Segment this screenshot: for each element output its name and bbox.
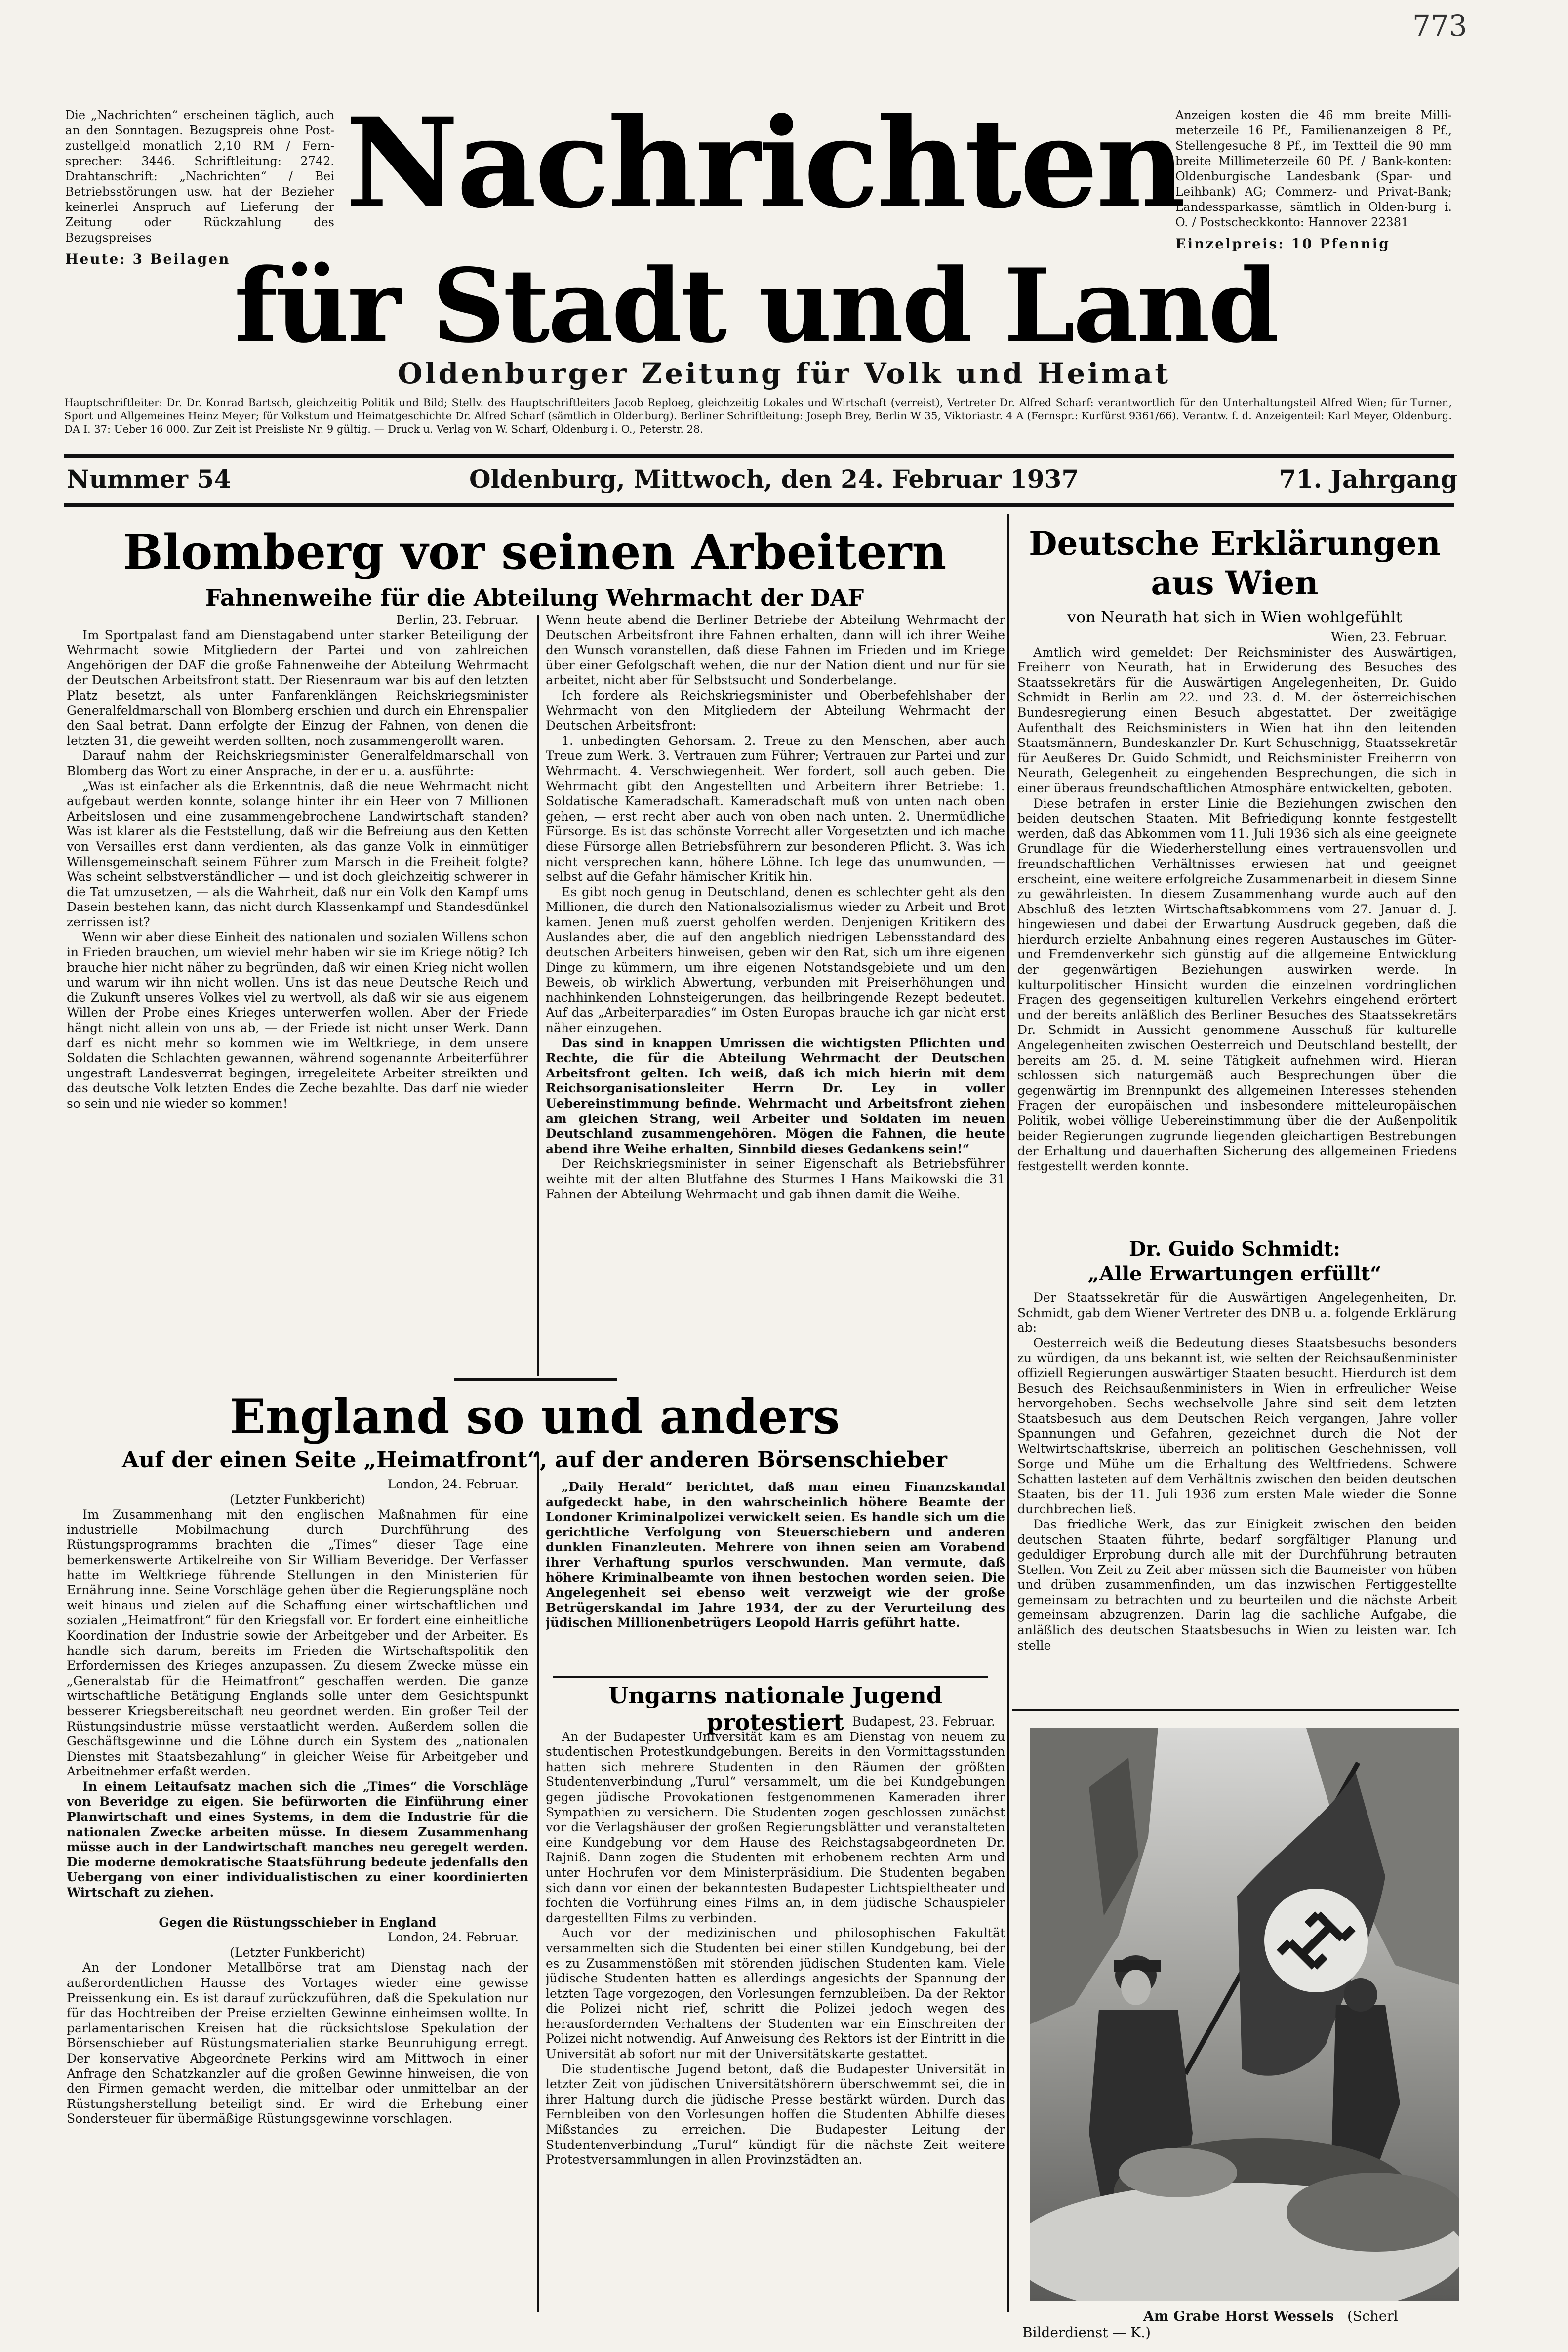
ungarn-para: An der Budapester Universität kam es am Dienstag von neuem zu studentischen Protestkundgebungen. Bereits in den Vormittagsstunden hatten sich mehrere Studenten in den Räumen der größten Studentenverbindung „Turul“ versammelt, um die bei Kundgebungen gegen jüdische Provokationen festgenommenen Kameraden ihrer Sympathien zu versichern. Die Studenten zogen geschlossen zunächst vor die Verlagshäuser der großen Regierungsblätter und veranstalteten eine Kundgebung vor dem Hause des Reichstagsabgeordneten Dr. Rajniß. Dann zogen die Studenten mit erhobenem rechten Arm und unter Hochrufen vor dem Ministerpräsidium. Die Studenten begaben sich dann vor einen der bekanntesten Budapester Lichtspieltheater und fochten die Vorführung eines Films an, in dem jüdische Schauspieler dargestellten Films zu verbinden. xyxy=(546,1729,1005,1925)
blomberg-col1-para: Wenn wir aber diese Einheit des nationalen und sozialen Willens schon in Frieden brauchen, um wieviel mehr haben wir sie im Kriege nötig? Ich brauche hier nicht näher zu begründen, daß wir einen Krieg nicht wollen und warum wir ihn nicht wollen. Uns ist das neue Deutsche Reich und die Zukunft unseres Volkes viel zu wertvoll, als daß wir sie aus eigenem Willen der Probe eines Krieges unterwerfen wollen. Aber der Friede hängt nicht allein von uns ab, — der Friede ist nicht unser Werk. Dann darf es nicht mehr so kommen wie im Weltkriege, in dem unsere Soldaten die Schlachten gewannen, während sogenannte Arbeiterführer ungestraft Landesverrat begingen, irregeleitete Arbeiter streikten und das deutsche Volk letzten Endes die Zeche bezahlte. Das darf nie wieder so sein und nie wieder so kommen! xyxy=(67,930,528,1111)
blomberg-col2-para: Der Reichskriegsminister in seiner Eigenschaft als Betriebsführer weihte mit der alten Blutfahne des Sturmes I Hans Maikowski die 31 Fahnen der Abteilung Wehrmacht und gab ihnen damit die Weihe. xyxy=(546,1156,1005,1201)
photo-caption: Am Grabe Horst Wessels xyxy=(1143,2308,1334,2324)
issue-rule-bottom xyxy=(64,503,1454,507)
england-source: (Letzter Funkbericht) xyxy=(230,1492,365,1507)
advertising-info-box xyxy=(1175,108,1452,251)
photo-caption-row xyxy=(1022,2308,1467,2341)
headline-wien-line2: aus Wien xyxy=(1151,564,1319,602)
photo-image xyxy=(1030,1728,1459,2301)
blomberg-dateline: Berlin, 23. Februar. xyxy=(396,613,519,627)
ungarn-dateline: Budapest, 23. Februar. xyxy=(852,1714,995,1729)
headline-england: England so und anders xyxy=(229,1389,840,1444)
blomberg-col2-para: Es gibt noch genug in Deutschland, denen es schlechter geht als den Millionen, die durch den Nationalsozialismus wieder zu Arbeit und Brot kamen. Jenen muß zuerst geholfen werden. Denjenigen Kritikern des Auslandes aber, die auf den angeblich niedrigen Lebensstandard des deutschen Arbeiters hinweisen, geben wir den Rat, sich um ihre eigenen Dinge zu kümmern, um ihre eigenen Notstandsgebiete und um den Beweis, ob wirklich Abwertung, verbunden mit Preiserhöhungen und nachhinkenden Lohnsteigerungen, das heilbringende Rezept bedeutet. Auf das „Arbeiterparadies“ im Osten Europas brauche ich gar nicht erst näher einzugehen. xyxy=(546,884,1005,1035)
england-col1-para: Im Zusammenhang mit den englischen Maßnahmen für eine industrielle Mobilmachung durch Durchführung des Rüstungsprogramms brachten die „Times“ dieser Tage eine bemerkenswerte Artikelreihe von Sir William Beveridge. Der Verfasser hatte im Weltkriege führende Stellungen in den Ministerien für Ernährung inne. Seine Vorschläge gehen über die Regierungspläne noch weit hinaus und zielen auf die Schaffung einer wirtschaftlichen und sozialen „Heimatfront“ für den Kriegsfall vor. Er fordert eine einheitliche Koordination der Industrie sowie der Arbeitgeber und der Arbeiter. Es handle sich darum, bereits im Frieden die Wirtschaftspolitik den Erfordernissen des Krieges anzupassen. Zu diesem Zwecke müsse ein „Generalstab für die Heimatfront“ geschaffen werden. Die ganze wirtschaftliche Betätigung Englands solle unter dem Gesichtspunkt besserer Kriegsbereitschaft neu geordnet werden. Ein großer Teil der Rüstungsindustrie müsse verstaatlicht werden. Außerdem sollen die Geschäftsgewinne und die Löhne durch ein System des „nationalen Dienstes mit Staatsbezahlung“ in gleicher Weise für Arbeitgeber und Arbeitnehmer erfaßt werden. xyxy=(67,1507,528,1779)
subhead-blomberg: Fahnenweihe für die Abteilung Wehrmacht der DAF xyxy=(205,584,864,611)
england-column-2 xyxy=(546,1480,1005,1667)
column-rule-left xyxy=(537,615,539,1376)
schmidt-para: Oesterreich weiß die Bedeutung dieses Staatsbesuchs besonders zu würdigen, da uns bekannt ist, wie selten der Reichsaußenminister offiziell Regierungen auswärtiger Staaten besucht. Hierdurch ist dem Besuch des Reichsaußenministers in Wien in erfreulicher Weise hervorgehoben. Sechs wechselvolle Jahre sind seit dem letzten Staatsbesuch aus dem Deutschen Reich vergangen, Jahre voller Spannungen und Gefahren, gezeichnet durch die Not der Weltwirtschaftskrise, überreich an politischen Geschehnissen, voll Sorge und Mühe um die Erhaltung des Weltfriedens. Schwere Schatten lasteten auf dem Verhältnis zwischen den beiden deutschen Staaten, bis der 11. Juli 1936 zum ersten Male wieder die Sonne durchbrechen ließ. xyxy=(1017,1335,1457,1517)
wien-para: Diese betrafen in erster Linie die Beziehungen zwischen den beiden deutschen Staaten. Mit Befriedigung konnte festgestellt werden, daß das Abkommen vom 11. Juli 1936 sich als eine geeignete Grundlage für die Wiederherstellung eines vertrauensvollen und freundschaftlichen Verhältnisses erwiesen hat und geeignet erscheint, eine weitere erfolgreiche Zusammenarbeit in diesem Sinne zu gewährleisten. In diesem Zusammenhang wurde auch auf den Abschluß des letzten Wirtschaftsabkommens vom 27. Januar d. J. hingewiesen und dabei der Erwartung Ausdruck gegeben, daß die hierdurch erzielte Anbahnung eines regeren Austausches im Güter- und Fremdenverkehr sich günstig auf die allgemeine Entwicklung der gegenwärtigen Beziehungen auswirken werde. In kulturpolitischer Hinsicht wurden die einzelnen vordringlichen Fragen des gegenseitigen kulturellen Verkehrs eingehend erörtert und der bereits anläßlich des Berliner Besuches des Staatssekretärs Dr. Schmidt in Aussicht genommene Ausschuß für kulturelle Angelegenheiten zwischen Oesterreich und Deutschland bestellt, der bereits am 25. d. M. seine Tätigkeit aufnehmen wird. Hieran schlossen sich naturgemäß auch Besprechungen über die gegenwärtig im Brennpunkt des allgemeinen Interesses stehenden Fragen der europäischen und insbesondere mitteleuropäischen Politik, wobei völlige Uebereinstimmung über die der Außenpolitik beider Regierungen zugrunde liegenden gleichartigen Bestrebungen der Erhaltung und dauerhaften Sicherung des allgemeinen Friedens festgestellt werden konnte. xyxy=(1017,796,1457,1173)
ungarn-para: Auch vor der medizinischen und philosophischen Fakultät versammelten sich die Studenten bei einer stillen Kundgebung, bei der es zu Zusammenstößen mit störenden jüdischen Studenten kam. Viele jüdische Studenten hatten es allerdings angesichts der Spannung der letzten Tage vorgezogen, den Vorlesungen fernzubleiben. Da der Rektor die Polizei nicht rief, schritt die Polizei jedoch wegen des herausfordernden Verhaltens der Studenten war ein Einschreiten der Polizei nicht notwendig. Auf Anweisung des Rektors ist der Eintritt in die Universität ab sofort nur mit der Universitätskarte gestattet. xyxy=(546,1926,1005,2062)
blomberg-col2-para: 1. unbedingten Gehorsam. 2. Treue zu den Menschen, aber auch Treue zum Werk. 3. Vertrauen zum Führer; Vertrauen zur Partei und zur Wehrmacht. 4. Verschwiegenheit. Wer fordert, soll auch geben. Die Wehrmacht gibt den Angestellten und Arbeitern ihrer Betriebe: 1. Soldatische Kameradschaft. Kameradschaft muß von unten nach oben gehen, — erst recht aber auch von oben nach unten. 2. Unermüdliche Fürsorge. Es ist das schönste Vorrecht aller Vorgesetzten und ich mache diese Fürsorge allen Betriebsführern zur besonderen Pflicht. 3. Was ich nicht versprechen kann, höhere Löhne. Ich lege das unumwunden, — selbst auf die Gefahr hämischer Kritik hin. xyxy=(546,733,1005,884)
subhead-wien: von Neurath hat sich in Wien wohlgefühlt xyxy=(1067,608,1403,626)
column-rule-right xyxy=(1007,514,1009,2312)
england-subsection-source: (Letzter Funkbericht) xyxy=(230,1945,365,1960)
blomberg-col2-para: Das sind in knappen Umrissen die wichtigsten Pflichten und Rechte, die für die Abteilung Wehrmacht der Deutschen Arbeitsfront gelten. Ich weiß, daß ich mich hierin mit dem Reichsorganisationsleiter Herrn Dr. Ley in voller Uebereinstimmung befinde. Wehrmacht und Arbeitsfront ziehen am gleichen Strang, weil Arbeiter und Soldaten im neuen Deutschland zusammengehören. Mögen die Fahnen, die heute abend ihre Weihe erhalten, Sinnbild dieses Gedankens sein!“ xyxy=(546,1035,1005,1156)
england-dateline: London, 24. Februar. xyxy=(387,1477,519,1491)
blomberg-col1-para: Darauf nahm der Reichskriegsminister Generalfeldmarschall von Blomberg das Wort zu einer Ansprache, in der er u. a. ausführte: xyxy=(67,748,528,778)
subscription-info-text: Die „Nachrichten“ erscheinen täglich, auch an den Sonntagen. Bezugspreis ohne Post-zustellgeld monatlich 2,10 RM / Fern-sprecher: 3446. Schriftleitung: 2742. Drahtanschrift: „Nachrichten“ / Bei Betriebsstörungen usw. hat der Bezieher keinerlei Anspruch auf Lieferung der Zeitung oder Rückzahlung des Bezugspreises xyxy=(65,108,334,245)
issue-number: Nummer 54 xyxy=(67,464,232,494)
blomberg-column-1 xyxy=(67,613,528,1383)
issue-volume: 71. Jahrgang xyxy=(1279,464,1458,494)
subscription-info-box xyxy=(65,108,334,267)
page-number: 773 xyxy=(1412,9,1467,42)
england-col2-para: „Daily Herald“ berichtet, daß man einen Finanzskandal aufgedeckt habe, in den wahrscheinlich höhere Beamte der Londoner Kriminalpolizei verwickelt seien. Es handle sich um die gerichtliche Verfolgung von Steuerschiebern und anderen dunklen Finanzleuten. Mehrere von ihnen seien am Vorabend ihrer Verhaftung spurlos verschwunden. Man vermute, daß höhere Kriminalbeamte von ihnen bestochen worden seien. Die Angelegenheit sei ebenso weit verzweigt wie der große Betrügerskandal im Jahre 1934, der zu der Verurteilung des jüdischen Millionenbetrügers Leopold Harris geführt hatte. xyxy=(546,1480,1005,1630)
blomberg-col1-para: „Was ist einfacher als die Erkenntnis, daß die neue Wehrmacht nicht aufgebaut werden konnte, solange hinter ihr ein Heer von 7 Millionen Arbeitslosen und eine zusammengebrochene Landwirtschaft standen? Was ist klarer als die Feststellung, daß wir die Befreiung aus den Ketten von Versailles erst dann verdienten, als das ganze Volk in einmütiger Willensgemeinschaft seinem Führer zum Marsch in die Freiheit folgte? Was scheint selbstverständlicher — und ist doch gleichzeitig schwerer in die Tat umzusetzen, — als die Wahrheit, daß nur ein Volk den Kampf ums Dasein bestehen kann, das nicht durch Klassenkampf und Standesdünkel zerrissen ist? xyxy=(67,779,528,929)
advertising-info-text: Anzeigen kosten die 46 mm breite Milli-meterzeile 16 Pf., Familienanzeigen 8 Pf., Stellengesuche 8 Pf., im Textteil die 90 mm breite Millimeterzeile 60 Pf. / Bank-konten: Oldenburgische Landesbank (Spar- und Leihbank) AG; Commerz- und Privat-Bank; Landessparkasse, sämtlich in Olden-burg i. O. / Postscheckkonto: Hannover 22381 xyxy=(1175,108,1452,229)
ungarn-rule xyxy=(553,1676,988,1678)
imprint-line: Hauptschriftleiter: Dr. Dr. Konrad Bartsch, gleichzeitig Politik und Bild; Stellv. des Hauptschriftleiters Jacob Reploeg, gleichzeitig Lokales und Wirtschaft (verreist), Vertreter Dr. Alfred Scharf: verantwortlich für den Unterhaltungsteil Alfred Wien; für Turnen, Sport und Allgemeines Heinz Meyer; für Volkstum und Heimatgeschichte Dr. Alfred Scharf (sämtlich in Oldenburg). Berliner Schriftleitung: Joseph Brey, Berlin W 35, Viktoriastr. 4 A (Fernspr.: Kurfürst 9361/66). Verantw. f. d. Anzeigenteil: Karl Meyer, Oldenburg. DA I. 37: Ueber 16 000. Zur Zeit ist Preisliste Nr. 9 gültig. — Druck u. Verlag von W. Scharf, Oldenburg i. O., Peterstr. 28. xyxy=(64,397,1452,435)
blomberg-col2-para: Wenn heute abend die Berliner Betriebe der Abteilung Wehrmacht der Deutschen Arbeitsfront ihre Fahnen erhalten, dann will ich ihrer Weihe den Wunsch voranstellen, daß diese Fahnen im Frieden und im Kriege über einer Gefolgschaft wehen, die nur der Nation dient und nur für sie arbeitet, nicht aber für Selbstsucht und Sonderbelange. xyxy=(546,613,1005,688)
wien-column xyxy=(1017,630,1457,1230)
schmidt-quote: „Alle Erwartungen erfüllt“ xyxy=(1087,1262,1382,1285)
wien-para: Amtlich wird gemeldet: Der Reichsminister des Auswärtigen, Freiherr von Neurath, hat in Erwiderung des Besuches des Staatssekretärs für die Auswärtigen Angelegenheiten, Dr. Guido Schmidt in Berlin am 22. und 23. d. M. der österreichischen Bundesregierung einen Besuch abgestattet. Der zweitägige Aufenthalt des Reichsministers in Wien hat ihn den leitenden Staatsmännern, Bundeskanzler Dr. Kurt Schuschnigg, Staatssekretär für Aeußeres Dr. Guido Schmidt, und Reichsminister Freiherrn von Neurath, Gelegenheit zu eingehenden Besprechungen, die sich in einer überaus freundschaftlichen Atmosphäre entwickelten, geboten. xyxy=(1017,645,1457,795)
england-column-1 xyxy=(67,1477,528,2312)
blomberg-col2-para: Ich fordere als Reichskriegsminister und Oberbefehlshaber der Wehrmacht von den Mitgliedern der Abteilung Wehrmacht der Deutschen Arbeitsfront: xyxy=(546,688,1005,733)
issue-dateline: Oldenburg, Mittwoch, den 24. Februar 1937 xyxy=(469,464,1079,494)
england-subsection-dateline: London, 24. Februar. xyxy=(387,1930,519,1945)
masthead-title-line1: Nachrichten xyxy=(346,90,1184,236)
headline-ungarn: Ungarns nationale Jugend protestiert xyxy=(608,1682,943,1735)
photo-credit: (Scherl Bilderdienst — K.) xyxy=(1022,2308,1398,2341)
headline-wien-line1: Deutsche Erklärungen xyxy=(1029,524,1441,563)
ungarn-para: Die studentische Jugend betont, daß die Budapester Universität in letzter Zeit von jüdischen Universitätshörern überschwemmt sei, die in ihrer Haltung durch die jüdische Presse bestärkt würden. Durch das Fernbleiben von den Vorlesungen hoffen die Studenten Abhilfe dieses Mißstandes zu erreichen. Die Budapester Leitung der Studentenverbindung „Turul“ kündigt für die nächste Zeit weitere Protestversammlungen in allen Provinzstädten an. xyxy=(546,2062,1005,2167)
subhead-england: Auf der einen Seite „Heimatfront“, auf der anderen Börsenschieber xyxy=(122,1447,947,1473)
england-subsection-title: Gegen die Rüstungsschieber in England xyxy=(159,1915,437,1930)
ungarn-column xyxy=(546,1714,1005,2310)
blomberg-column-2 xyxy=(546,613,1005,1373)
photo-rule xyxy=(1012,1709,1459,1711)
blomberg-col1-para: Im Sportpalast fand am Dienstagabend unter starker Beteiligung der Wehrmacht sowie Mitgliedern der Partei und von zahlreichen Angehörigen der DAF die große Fahnenweihe der Abteilung Wehrmacht der Deutschen Arbeitsfront statt. Der Riesenraum war bis auf den letzten Platz besetzt, als unter Fanfarenklängen Reichskriegsminister Generalfeldmarschall von Blomberg erschien und durch ein Ehrenspalier den Saal betrat. Dann erfolgte der Einzug der Fahnen, von denen die letzten 31, die geweiht werden sollten, noch zusammengerollt waren. xyxy=(67,627,528,748)
photo-horst-wessel-grave xyxy=(1030,1728,1459,2301)
schmidt-para: Das friedliche Werk, das zur Einigkeit zwischen den beiden deutschen Staaten führte, bedarf sorgfältiger Planung und geduldiger Erprobung durch alle mit der Durchführung betrauten Stellen. Von Zeit zu Zeit aber müssen sich die Baumeister von hüben und drüben zusammenfinden, um das inzwischen Fertiggestellte gemeinsam zu betrachten und zu beurteilen und die nächste Arbeit gemeinsam abzugrenzen. Darin lag die sachliche Aufgabe, die anläßlich des deutschen Staatsbesuchs in Wien zu leisten war. Ich stelle xyxy=(1017,1517,1457,1652)
column-rule-england xyxy=(537,1452,539,2312)
england-col1-para: In einem Leitaufsatz machen sich die „Times“ die Vorschläge von Beveridge zu eigen. Sie befürworten die Einführung einer Planwirtschaft und eines Systems, in dem die Industrie für die nationalen Zwecke arbeiten müsse. In diesem Zusammenhang müsse auch in der Landwirtschaft manches neu geregelt werden. Die moderne demokratische Staatsführung bedeute jedenfalls den Uebergang von einer individualistischen zu einer koordinierten Wirtschaft zu ziehen. xyxy=(67,1779,528,1900)
masthead-title-line2: für Stadt und Land xyxy=(234,247,1277,366)
beilagen-note: Heute: 3 Beilagen xyxy=(65,251,231,267)
schmidt-title: Dr. Guido Schmidt: xyxy=(1128,1238,1340,1261)
section-divider xyxy=(454,1378,617,1381)
masthead-subtitle: Oldenburger Zeitung für Volk und Heimat xyxy=(397,357,1171,390)
schmidt-para: Der Staatssekretär für die Auswärtigen Angelegenheiten, Dr. Schmidt, gab dem Wiener Vertreter des DNB u. a. folgende Erklärung ab: xyxy=(1017,1290,1457,1335)
single-price: Einzelpreis: 10 Pfennig xyxy=(1175,236,1390,252)
schmidt-column xyxy=(1017,1290,1457,1705)
issue-rule-top xyxy=(64,454,1454,458)
england-subsection-para: An der Londoner Metallbörse trat am Dienstag nach der außerordentlichen Hausse des Vortages wieder eine gewisse Preissenkung ein. Es ist darauf zurückzuführen, daß die Spekulation nur für das Hochtreiben der Preise erzielten Gewinne einheimsen wollte. In parlamentarischen Kreisen hat die rücksichtslose Spekulation der Börsenschieber auf Rüstungsmaterialien starke Beunruhigung erregt. Der konservative Abgeordnete Perkins wird am Mittwoch in einer Anfrage den Schatzkanzler auf die großen Gewinne hinweisen, die von den Firmen gemacht werden, die mittelbar oder unmittelbar an der Rüstungsherstellung beteiligt sind. Er wird die Erhebung einer Sondersteuer für übermäßige Rüstungsgewinne vorschlagen. xyxy=(67,1960,528,2126)
wien-dateline: Wien, 23. Februar. xyxy=(1331,630,1447,644)
headline-blomberg: Blomberg vor seinen Arbeitern xyxy=(122,524,947,580)
